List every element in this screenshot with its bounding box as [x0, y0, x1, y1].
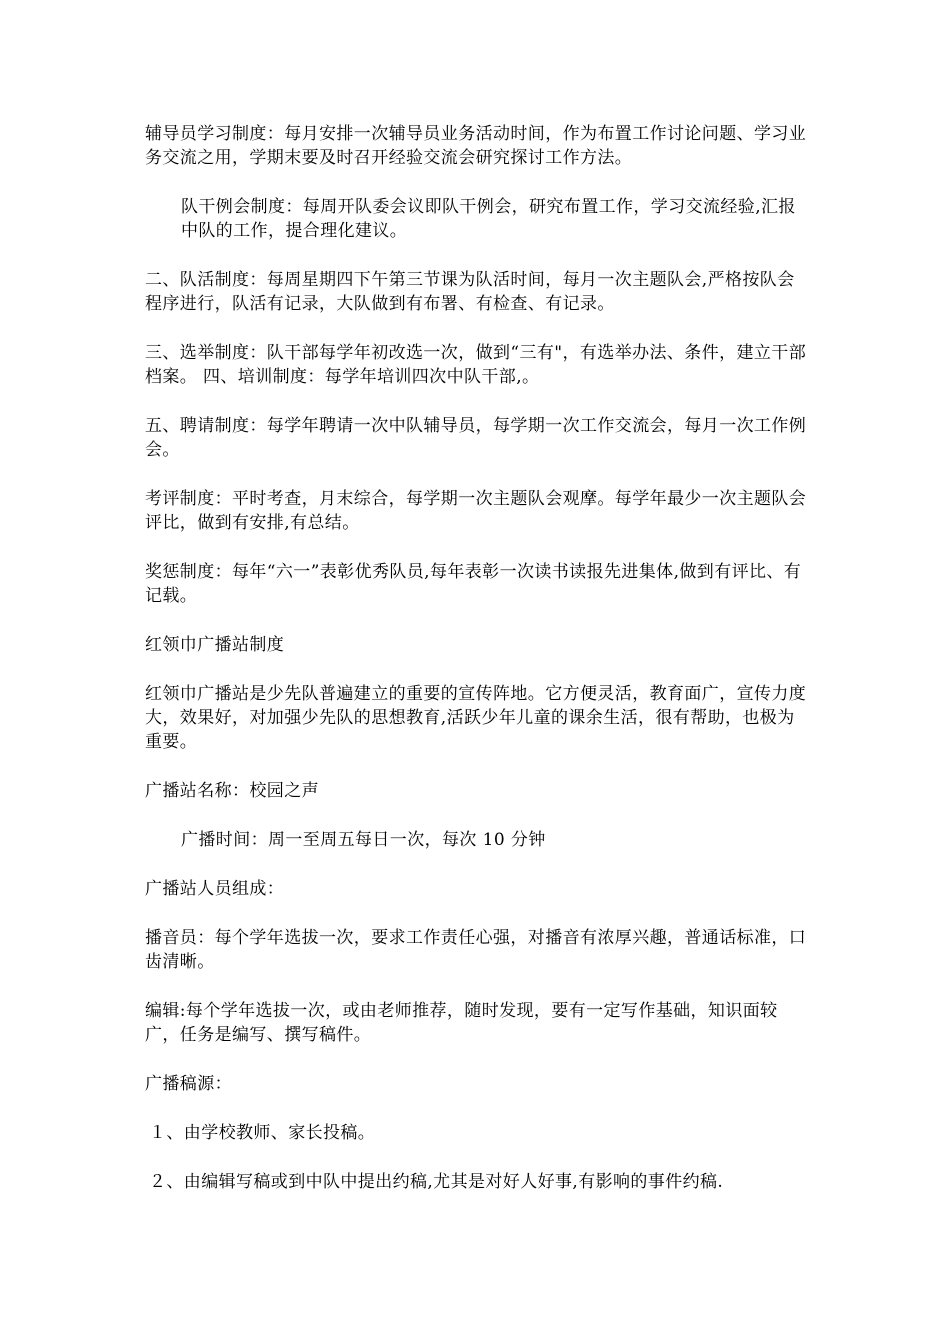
paragraph-sources-heading: 广播稿源： [145, 1074, 232, 1094]
document-body [145, 122, 810, 1219]
paragraph-broadcast-time: 广播时间：周一至周五每日一次，每次 10 分钟 [181, 830, 546, 850]
paragraph-editor: 编辑:每个学年选拔一次，或由老师推荐，随时发现，要有一定写作基础，知识面较广，任务是编写、撰写稿件。 [145, 1001, 778, 1045]
paragraph-election: 三、选举制度：队干部每学年初改选一次，做到“三有"，有选举办法、条件，建立干部档案。 四、培训制度：每学年培训四次中队干部,。 [145, 343, 807, 387]
paragraph-announcer: 播音员：每个学年选拔一次，要求工作责任心强，对播音有浓厚兴趣，普通话标准，口齿清晰。 [145, 928, 807, 972]
list-item-source-2: ２、由编辑写稿或到中队中提出约稿,尤其是对好人好事,有影响的事件约稿. [149, 1172, 724, 1192]
paragraph-staff-heading: 广播站人员组成： [145, 879, 285, 899]
paragraph-rewards: 奖惩制度：每年“六一”表彰优秀队员,每年表彰一次读书读报先进集体,做到有评比、有记载。 [145, 562, 802, 606]
paragraph-evaluation: 考评制度：平时考查，月末综合，每学期一次主题队会观摩。每学年最少一次主题队会评比，做到有安排,有总结。 [145, 489, 807, 533]
section-heading-broadcast: 红领巾广播站制度 [145, 635, 285, 655]
paragraph-team-activity: 二、队活制度：每周星期四下午第三节课为队活时间，每月一次主题队会,严格按队会程序进行，队活有记录，大队做到有布署、有检查、有记录。 [145, 270, 795, 314]
paragraph-team-meeting: 队干例会制度：每周开队委会议即队干例会，研究布置工作，学习交流经验,汇报中队的工作，提合理化建议。 [181, 197, 796, 241]
paragraph-broadcast-intro: 红领巾广播站是少先队普遍建立的重要的宣传阵地。它方便灵活，教育面广，宣传力度大，效果好，对加强少先队的思想教育,活跃少年儿童的课余生活，很有帮助，也极为重要。 [145, 684, 807, 752]
list-item-source-1: １、由学校教师、家长投稿。 [149, 1123, 376, 1143]
paragraph-hiring: 五、聘请制度：每学年聘请一次中队辅导员，每学期一次工作交流会，每月一次工作例会。 [145, 416, 807, 460]
paragraph-counselor-study: 辅导员学习制度：每月安排一次辅导员业务活动时间，作为布置工作讨论问题、学习业务交流之用，学期末要及时召开经验交流会研究探讨工作方法。 [145, 124, 807, 168]
paragraph-station-name: 广播站名称：校园之声 [145, 781, 319, 801]
